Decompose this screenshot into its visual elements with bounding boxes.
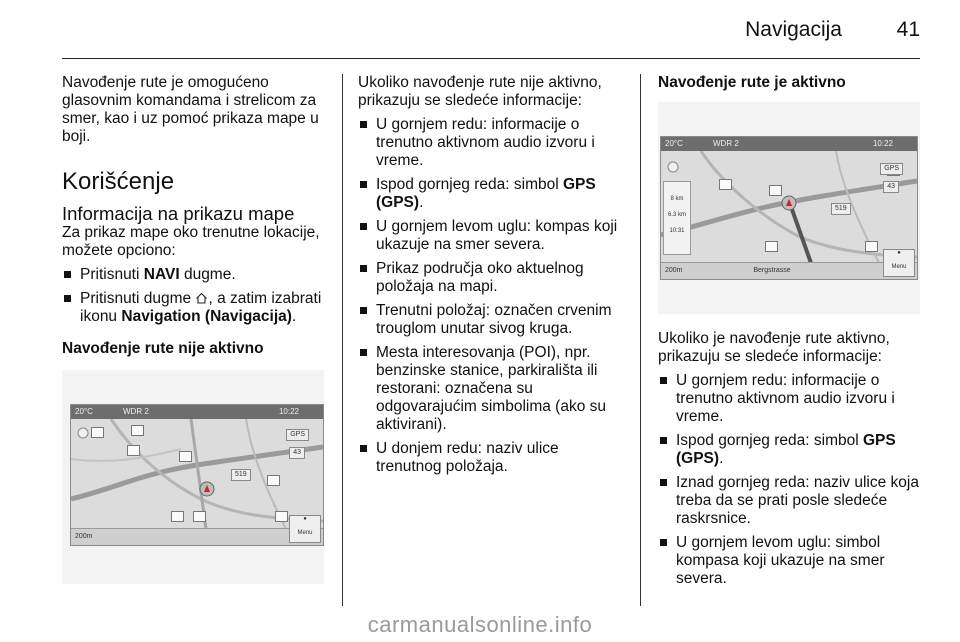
section-title: Navođenje rute je aktivno [658,74,846,91]
top-bar [661,137,917,151]
column-1 [62,74,328,358]
map-display [660,136,918,280]
gps-badge: GPS [286,429,309,441]
text: , a zatim izabrati ikonu [80,290,322,325]
button-name: NAVI [143,266,180,283]
column-divider [342,74,343,606]
clock: 10:22 [872,139,893,148]
bullet-list [358,116,626,476]
subsection-heading: Informacija na prikazu mape [62,203,295,224]
list-item: U donjem redu: naziv ulice trenutnog položaja. [358,440,626,476]
text: Ispod gornjeg reda: simbol [376,176,563,193]
poi-icon [267,475,280,486]
intro-paragraph: Navođenje rute je omogućeno glasovnim komandama i strelicom za smer, kao i uz pomoć prikaza mape u boji. [62,74,319,145]
page-header [0,0,960,62]
column-2 [358,74,626,482]
list-item: Iznad gornjeg reda: naziv ulice koja treba da se prati posle sledeće raskrsnice. [658,474,926,528]
scale-label: 200m [665,267,683,274]
map-display [70,404,324,546]
clock: 10:22 [278,407,299,416]
symbol-name: GPS (GPS) [376,176,596,211]
poi-icon [769,185,782,196]
menu-button[interactable] [883,249,915,277]
list-item [62,290,328,326]
list-item: U gornjem levom uglu: simbol kompasa koji ukazuje na smer severa. [658,534,926,588]
menu-label: Menu [297,530,313,536]
list-item: Mesta interesovanja (POI), npr. benzinske stanice, parkirališta ili restorani: označena su odgovarajućim simbolima (ako su aktivirani). [358,344,626,434]
list-item [358,176,626,212]
person-icon: ● [303,516,307,522]
bottom-bar [71,528,323,545]
road-sign: 43 [883,181,899,193]
poi-icon [865,241,878,252]
intro-paragraph: Ukoliko navođenje rute nije aktivno, prikazuju se sledeće informacije: [358,74,602,109]
audio-source: WDR 2 [713,139,739,148]
menu-button[interactable] [289,515,321,543]
bullet-list [658,372,926,588]
column-divider [640,74,641,606]
home-icon [195,292,208,304]
text: . [719,450,724,467]
poi-icon [193,511,206,522]
text: Pritisnuti [80,266,144,283]
list-item: U gornjem redu: informacije o trenutno aktivnom audio izvoru i vreme. [358,116,626,170]
bottom-bar [661,262,917,279]
paragraph: Za prikaz mape oko trenutne lokacije, možete opciono: [62,224,320,259]
poi-icon [275,511,288,522]
person-icon: ● [897,250,901,256]
poi-icon [719,179,732,190]
column-3-lower [658,330,926,594]
list-item [62,266,328,284]
map-screenshot-active [658,102,920,314]
top-bar [71,405,323,419]
road-sign: 43 [289,447,305,459]
list-item: U gornjem redu: informacije o trenutno aktivnom audio izvoru i vreme. [658,372,926,426]
list-item: Trenutni položaj: označen crvenim trouglom unutar sivog kruga. [358,302,626,338]
audio-source: WDR 2 [123,407,149,416]
header-divider [62,58,920,59]
text: Ispod gornjeg reda: simbol [676,432,863,449]
intro-paragraph: Ukoliko je navođenje rute aktivno, prikazuju se sledeće informacije: [658,330,890,365]
column-3 [658,74,926,92]
street-name: Bergstrasse [753,267,791,274]
list-item: U gornjem levom uglu: kompas koji ukazuje na smer severa. [358,218,626,254]
scale-label: 200m [75,533,93,540]
temperature: 20°C [75,407,93,416]
menu-label: Menu [891,264,907,270]
poi-icon [131,425,144,436]
bullet-list [62,266,328,326]
road-sign: 519 [831,203,851,215]
route-info-panel [663,181,691,255]
section-title: Navođenje rute nije aktivno [62,340,264,357]
poi-icon [91,427,104,438]
gps-badge: GPS [880,163,903,175]
list-item [658,432,926,468]
poi-icon [127,445,140,456]
page-number: 41 [896,18,920,41]
poi-icon [171,511,184,522]
arrival-time: 10:31 [669,228,685,234]
map-view [661,151,917,263]
watermark: carmanualsonline.info [367,612,593,637]
map-screenshot-inactive [62,370,324,584]
menu-name: Navigation (Navigacija) [121,308,292,325]
poi-icon [179,451,192,462]
distance-next-turn: 8 km [670,196,684,202]
text: . [419,194,424,211]
list-item: Prikaz područja oko aktuelnog položaja na mapi. [358,260,626,296]
distance-remaining: 6.3 km [667,212,686,218]
poi-icon [765,241,778,252]
temperature: 20°C [665,139,683,148]
text: dugme. [179,266,236,283]
text: . [291,308,297,325]
section-heading: Korišćenje [62,168,175,195]
symbol-name: GPS (GPS) [676,432,896,467]
road-sign: 519 [231,469,251,481]
text: Pritisnuti dugme [80,290,196,307]
page-title: Navigacija [745,18,842,41]
